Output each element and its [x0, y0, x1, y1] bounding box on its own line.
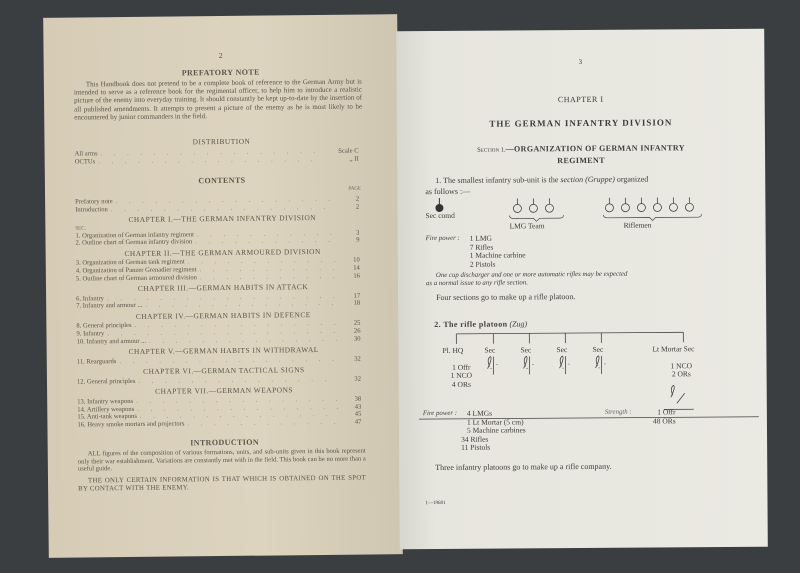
entry-page: Scale C	[338, 147, 359, 155]
strength-label: Strength :	[604, 408, 632, 416]
para1-section-term: section (Gruppe)	[560, 174, 615, 185]
entry-title: 11. Rearguards	[76, 357, 117, 366]
entry-title: 14. Artillery weapons	[77, 405, 135, 414]
contents-entry	[76, 272, 360, 283]
soldier-figure	[605, 204, 613, 212]
four-sections-text: Four sections go to make up a rifle platoon.	[436, 292, 576, 303]
fire-power-item: 1 Lt Mortar (5 cm)	[466, 417, 524, 427]
chapter-heading: CHAPTER I.—THE GERMAN INFANTRY DIVISION	[128, 213, 317, 225]
soldier-figure	[637, 204, 645, 212]
leader-dots: . . . . . . . . . . .	[196, 229, 337, 238]
introduction-caps: THE ONLY CERTAIN INFORMATION IS THAT WHICH IS OBTAINED ON THE SPOT BY CONTACT WITH THE ENEMY.	[78, 474, 367, 493]
contents-entry	[77, 335, 361, 346]
entry-page: ,, II	[349, 155, 359, 163]
chapter-heading: CHAPTER VI.—GERMAN TACTICAL SIGNS	[143, 365, 305, 377]
contents-entry	[77, 375, 361, 386]
entry-title: 7. Infantry and armour ...	[76, 302, 143, 310]
para1-cont: as follows :—	[425, 186, 471, 197]
riflemen-brace	[603, 214, 701, 221]
platoon-unit-label: Sec	[556, 345, 568, 355]
entry-page: 32	[354, 355, 361, 363]
entry-title: Prefatory note	[75, 198, 113, 206]
chapter-heading: CHAPTER III.—GERMAN HABITS IN ATTACK	[137, 282, 309, 294]
entry-title: 15. Anti-tank weapons	[77, 413, 137, 421]
contents-entry	[77, 355, 361, 366]
leader-dots: . . . . . . . . . . . .	[187, 418, 341, 428]
entry-page: 25	[353, 319, 361, 328]
leader-dots: . . . . . . . . . . . . . . . . .	[110, 203, 331, 213]
entry-page: 16	[353, 272, 360, 280]
italic-note: One cup discharger and one or more automatic rifles may be expected	[435, 270, 628, 280]
entry-title: 16. Heavy smoke mortars and projectors	[77, 420, 185, 429]
entry-title: 9. Infantry	[76, 330, 105, 338]
three-platoons-text: Three infantry platoons go to make up a rifle company.	[435, 461, 612, 473]
chapter-heading: CHAPTER II.—THE GERMAN ARMOURED DIVISION	[124, 246, 321, 258]
chapter-label: CHAPTER I	[557, 94, 604, 105]
hq-strength-item: 1 Offr	[452, 362, 471, 372]
italic-note-cont: as a normal issue to any rifle section.	[425, 279, 528, 288]
entry-page: 2	[355, 195, 360, 203]
contents-entry	[76, 300, 360, 311]
introduction-text: ALL figures of the composition of various formations, units, and sub-units given in this book represent only their war establishment. Variations are constantly met with in the field. This book can be no more than a useful guide.	[77, 447, 366, 473]
fire-power-item: 34 Rifles	[461, 434, 489, 444]
fire-power-item: 2 Pistols	[469, 259, 496, 269]
mortar-strength	[671, 362, 693, 379]
hq-strength	[451, 364, 473, 389]
section-title-cont: REGIMENT	[557, 155, 605, 166]
entry-page: 38	[354, 395, 362, 403]
page-number: 3	[578, 57, 583, 67]
platoon-unit-label: Sec	[592, 344, 604, 354]
chapter-heading: CHAPTER IV.—GERMAN HABITS IN DEFENCE	[135, 309, 311, 321]
distribution-heading: DISTRIBUTION	[192, 136, 251, 147]
entry-title: All arms	[74, 150, 98, 158]
soldier-figure	[529, 204, 537, 212]
leader-dots: . . . . . . . . . . . .	[187, 257, 341, 266]
entry-page: 17	[353, 292, 361, 300]
section-diagram	[425, 194, 755, 226]
leader-dots: . . . . . . . . . . .	[199, 264, 340, 274]
soldier-figure	[621, 204, 629, 212]
hq-strength-item: 1 NCO	[450, 371, 473, 381]
entry-title: Introduction	[75, 205, 108, 214]
leader-dots: . . . . . . . . . . . . . . . . . .	[106, 292, 340, 302]
platoon-heading: 2. The rifle platoon	[434, 319, 508, 330]
fire-power-label: Fire power :	[425, 234, 460, 243]
fire-power-item: 7 Rifles	[469, 242, 494, 252]
leader-dots: . . . . . . . . . . . . . . . .	[134, 320, 341, 330]
leader-dots: . . . . . . . . . . . . . . .	[149, 335, 343, 345]
platoon-unit-label: Pl. HQ	[442, 345, 464, 355]
fire-power-item: 11 Pistols	[461, 443, 491, 453]
lmg-symbol	[523, 356, 533, 374]
entry-title: 13. Infantry weapons	[77, 397, 134, 406]
entry-title: 5. Outline chart of German armoured division	[75, 273, 197, 283]
leader-dots: . . . . . . . . . . . . . . .	[145, 300, 339, 310]
soldier-figure	[669, 203, 677, 211]
footer-code: 1—19681	[425, 500, 446, 507]
section-title: —ORGANIZATION OF GERMAN INFANTRY	[505, 143, 685, 154]
entry-title: 12. General principles	[76, 377, 136, 386]
para1-start: 1. The smallest infantry sub-unit is the	[435, 175, 561, 186]
entry-page: 14	[353, 264, 360, 272]
chapter-heading: CHAPTER VII.—GERMAN WEAPONS	[155, 385, 294, 397]
leader-dots: . . . . . . . . . . .	[199, 272, 340, 281]
fire-power-item: 1 Machine carbine	[469, 250, 526, 260]
sec-comd-figure	[435, 198, 443, 212]
entry-title: 1. Organization of German infantry regiment	[75, 230, 195, 240]
mortar-strength-item: 2 ORs	[671, 369, 691, 379]
platoon-unit-label: Sec	[484, 345, 496, 355]
entry-page: 26	[353, 327, 361, 335]
leader-dots: . . . . . . . . . . . . . . . .	[137, 403, 344, 413]
section-fire-power	[470, 234, 526, 269]
entry-page: 32	[354, 375, 362, 383]
platoon-fire-power	[461, 408, 526, 453]
entry-page: 47	[354, 418, 362, 426]
sec-label: SEC.	[75, 226, 86, 232]
fire-power-item: 1 LMG	[469, 233, 492, 243]
platoon-strength	[653, 408, 676, 425]
introduction-heading: INTRODUCTION	[190, 437, 260, 448]
soldier-figure	[685, 203, 693, 211]
right-page	[396, 29, 768, 550]
strength-item: 1 Offr	[657, 407, 676, 417]
contents-entry	[75, 156, 359, 167]
hq-strength-item: 4 ORs	[451, 379, 471, 389]
entry-title: 10. Infantry and armour ...	[76, 337, 147, 346]
leader-dots: . . . . . . . . . . . . . . . . . .	[107, 327, 341, 338]
strength-item: 48 ORs	[652, 415, 676, 426]
entry-title: 6. Infantry	[76, 294, 105, 303]
prefatory-heading: PREFATORY NOTE	[181, 67, 260, 78]
leader-dots: . . . . . . . . . . . . . . .	[138, 375, 332, 385]
leader-dots: . . . . . . . . . . . . . . . . .	[100, 147, 320, 158]
entry-title: 8. General principles	[76, 322, 132, 330]
contents-entry	[75, 203, 359, 214]
leader-dots: . . . . . . . . . . . . . . . . .	[115, 195, 336, 206]
leader-dots: . . . . . . . . . . . . . . . . .	[98, 156, 318, 166]
entry-page: 3	[356, 229, 360, 237]
leader-dots: . . . . . . . . . . . . . . . . .	[119, 355, 339, 365]
platoon-unit-label: Sec	[520, 345, 532, 355]
contents-heading: CONTENTS	[198, 175, 246, 186]
lmg-symbol	[595, 356, 605, 374]
page-number: 2	[218, 50, 223, 61]
left-page	[43, 14, 403, 558]
leader-dots: . . . . . . . . . . . . . . .	[139, 410, 333, 420]
fire-power-item: 4 LMGs	[466, 408, 493, 418]
soldier-figure	[513, 204, 521, 212]
entry-title: 3. Organization of German tank regiment	[75, 258, 185, 267]
platoon-fire-power-label: Fire power :	[422, 409, 457, 418]
entry-title: 2. Outline chart of German infantry division	[75, 238, 193, 247]
entry-title: OCTUs	[74, 158, 96, 166]
soldier-figure	[653, 203, 661, 211]
chapter-title: THE GERMAN INFANTRY DIVISION	[489, 117, 673, 129]
prefatory-text: This Handbook does not pretend to be a complete book of reference to the German Army but is intended to serve as a reference book for the regimental officer, to help him to introduce a realistic picture of the enemy into everyday training. It should constantly be kept up-to-date by the insertion of all published amendments. It attempts to present a picture of the enemy as he is most likely to be encountered by junior commanders in the field.	[73, 77, 363, 122]
entry-page: 45	[354, 410, 362, 418]
chapter-heading: CHAPTER V.—GERMAN HABITS IN WITHDRAWAL	[128, 345, 319, 357]
section-prefix: Section 1.	[477, 146, 506, 154]
entry-page: 43	[354, 403, 362, 411]
entry-page: 18	[353, 299, 361, 307]
sec-comd-label: Sec comd	[425, 210, 455, 221]
contents-entry	[76, 237, 360, 248]
lmg-symbol	[487, 357, 497, 375]
contents-entry	[77, 418, 361, 429]
entry-page: 2	[355, 203, 360, 211]
leader-dots: . . . . . . . . . . .	[195, 237, 335, 246]
mortar-strength-item: 1 NCO	[670, 361, 693, 371]
riflemen-label: Riflemen	[623, 220, 652, 230]
para1-end: organized	[614, 174, 649, 184]
lmg-symbol	[559, 356, 569, 374]
platoon-unit-label: Lt Mortar Sec	[652, 344, 695, 354]
platoon-german: (Zug)	[509, 319, 528, 329]
entry-title: 4. Organization of Panzer Grenadier regiment	[75, 266, 197, 275]
entry-page: 30	[353, 335, 361, 343]
lmg-team-label: LMG Team	[509, 221, 545, 231]
entry-page: 9	[356, 236, 360, 244]
entry-page: 10	[353, 256, 360, 265]
leader-dots: . . . . . . . . . . . . . . . .	[136, 395, 343, 405]
fire-power-item: 5 Machine carbines	[466, 425, 526, 435]
page-column-label: PAGE	[348, 186, 362, 192]
soldier-figure	[545, 204, 553, 212]
